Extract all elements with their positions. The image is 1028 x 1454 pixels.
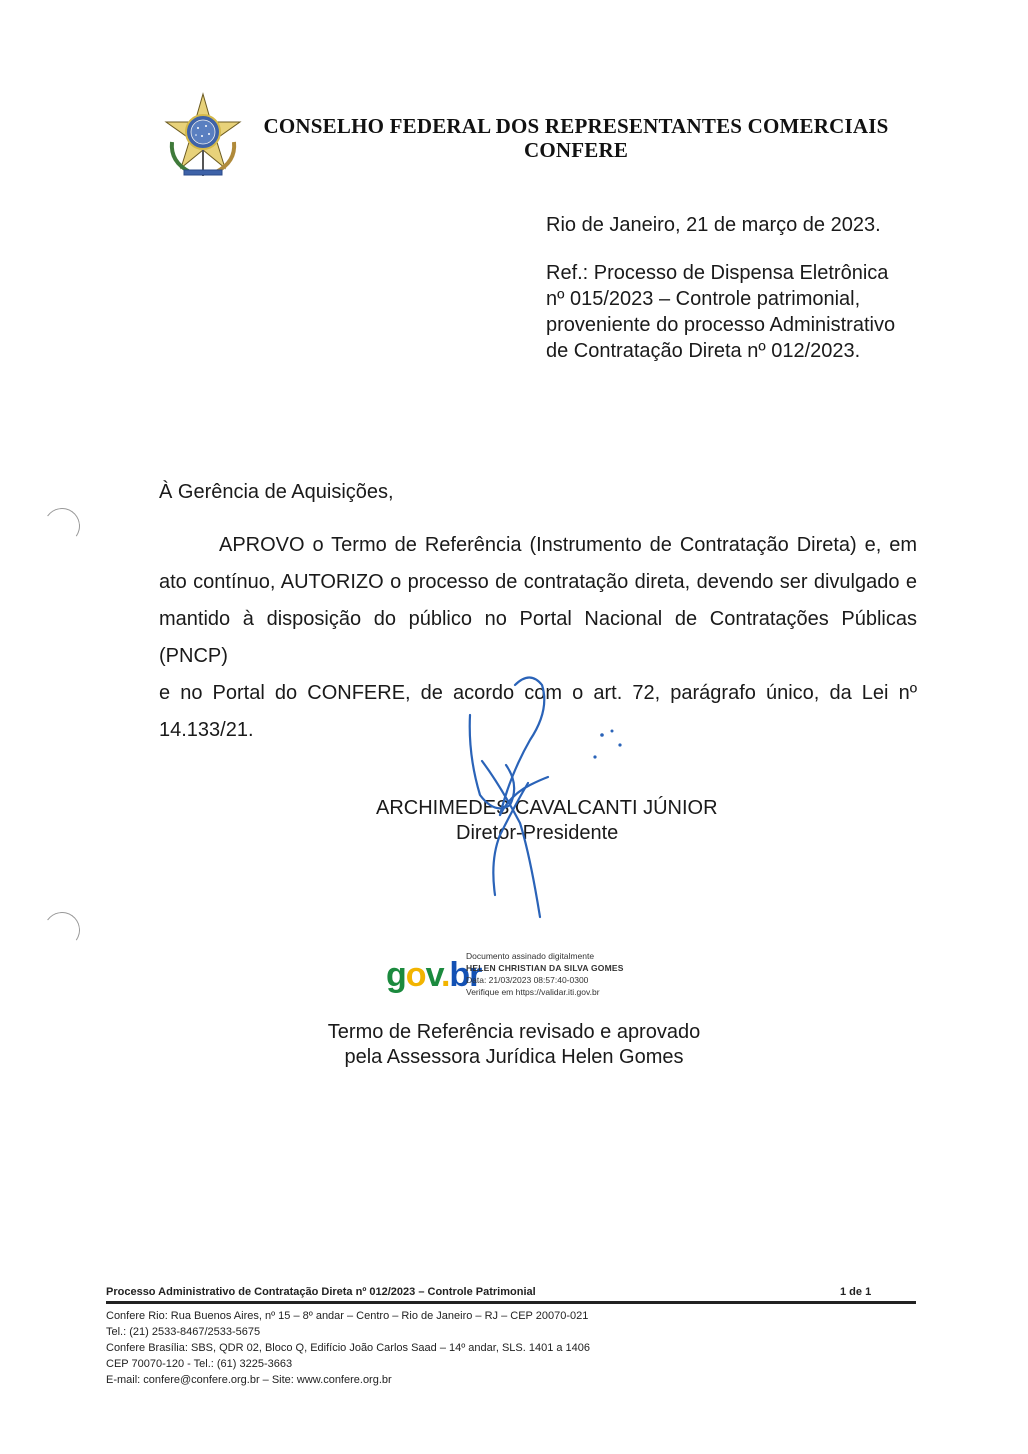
digital-signature-date: Data: 21/03/2023 08:57:40-0300 xyxy=(466,975,589,985)
footer-contact-info xyxy=(106,1308,590,1388)
footer-line: E-mail: confere@confere.org.br – Site: www.confere.org.br xyxy=(106,1374,392,1386)
footer-process-title: Processo Administrativo de Contratação Direta nº 012/2023 – Controle Patrimonial xyxy=(106,1286,536,1298)
scan-hole-mark xyxy=(41,505,83,547)
reference-line: nº 015/2023 – Controle patrimonial, xyxy=(546,288,861,310)
reference-line: de Contratação Direta nº 012/2023. xyxy=(546,340,861,362)
digital-signature-caption: Documento assinado digitalmente xyxy=(466,951,595,961)
reference-line: proveniente do processo Administrativo xyxy=(546,314,896,336)
signatory-role: Diretor-Presidente xyxy=(456,822,619,844)
body-line: APROVO o Termo de Referência (Instrumento de Contratação Direta) e, em xyxy=(219,534,917,556)
govbr-logo: gov.br xyxy=(386,956,482,994)
footer-line: Confere Brasília: SBS, QDR 02, Bloco Q, Edifício João Carlos Saad – 14º andar, SLS. 1401 a 1406 xyxy=(106,1342,591,1354)
organization-acronym: CONFERE xyxy=(523,138,629,162)
body-line: ato contínuo, AUTORIZO o processo de contratação direta, devendo ser divulgado e xyxy=(159,571,917,593)
digital-signature-verify: Verifique em https://validar.iti.gov.br xyxy=(466,987,600,997)
review-note-line: Termo de Referência revisado e aprovado xyxy=(327,1021,701,1043)
review-note xyxy=(0,1020,1028,1070)
footer-line: Confere Rio: Rua Buenos Aires, nº 15 – 8º andar – Centro – Rio de Janeiro – RJ – CEP 20070-021 xyxy=(106,1310,589,1322)
body-line: e no Portal do CONFERE, de acordo com o art. 72, parágrafo único, da Lei nº xyxy=(159,682,917,704)
footer-line: CEP 70070-120 - Tel.: (61) 3225-3663 xyxy=(106,1358,293,1370)
review-note-line: pela Assessora Jurídica Helen Gomes xyxy=(344,1046,684,1068)
footer-page-number: 1 de 1 xyxy=(840,1286,872,1298)
scan-hole-mark xyxy=(41,909,83,951)
salutation: À Gerência de Aquisições, xyxy=(159,481,394,503)
digital-signature-signer: HELEN CHRISTIAN DA SILVA GOMES xyxy=(466,963,624,973)
organization-name: CONSELHO FEDERAL DOS REPRESENTANTES COMERCIAIS xyxy=(263,114,889,138)
reference-line: Ref.: Processo de Dispensa Eletrônica xyxy=(546,262,889,284)
body-paragraph xyxy=(159,527,917,749)
body-line: mantido à disposição do público no Portal Nacional de Contratações Públicas (PNCP) xyxy=(159,608,917,667)
digital-signature-info xyxy=(466,950,624,998)
footer-divider xyxy=(106,1301,916,1304)
reference-block xyxy=(546,260,895,364)
footer-line: Tel.: (21) 2533-8467/2533-5675 xyxy=(106,1326,261,1338)
letter-date: Rio de Janeiro, 21 de março de 2023. xyxy=(546,214,881,236)
body-line: 14.133/21. xyxy=(159,719,254,741)
signatory-name: ARCHIMEDES CAVALCANTI JÚNIOR xyxy=(376,797,718,819)
